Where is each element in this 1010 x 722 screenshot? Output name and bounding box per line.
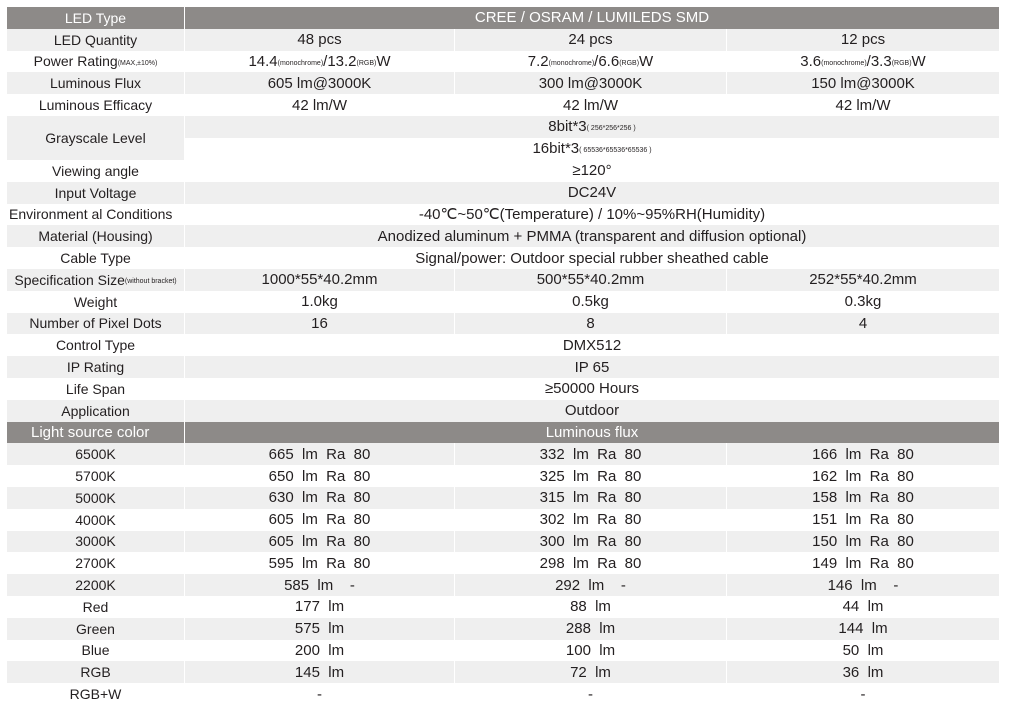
label-application: Application (7, 400, 185, 422)
row-pixel-dots (7, 313, 999, 335)
row-application (7, 400, 999, 422)
power-unit: W (376, 52, 391, 70)
table-row (7, 596, 999, 618)
light-source-color: 2700K (7, 552, 185, 574)
luminous-flux-value: 315 lm Ra 80 (455, 487, 727, 509)
value-efficacy-1: 42 lm/W (185, 94, 455, 116)
grayscale-8bit-sub: ( 256*256*256 ) (586, 125, 636, 133)
label-environment: Environment al Conditions (7, 204, 185, 226)
power-rgb-sub: (RGB) (619, 59, 640, 67)
table-row (7, 618, 999, 640)
grayscale-16bit-sub: ( 65536*65536*65536 ) (579, 147, 652, 155)
power-rgb: /13.2 (323, 52, 357, 70)
spec-size-label-sub: (without bracket) (124, 278, 177, 286)
value-flux-3: 150 lm@3000K (727, 72, 999, 94)
label-luminous-efficacy: Luminous Efficacy (7, 94, 185, 116)
luminous-flux-value: 158 lm Ra 80 (727, 487, 999, 509)
value-size-1: 1000*55*40.2mm (185, 269, 455, 291)
table-row (7, 531, 999, 553)
value-pixels-3: 4 (727, 313, 999, 335)
luminous-flux-value: 72 lm (455, 661, 727, 683)
value-application: Outdoor (185, 400, 999, 422)
value-weight-2: 0.5kg (455, 291, 727, 313)
label-grayscale: Grayscale Level (7, 116, 185, 160)
grayscale-line-2 (185, 138, 999, 160)
light-source-color: 5700K (7, 465, 185, 487)
table-row (7, 465, 999, 487)
light-source-color: Green (7, 618, 185, 640)
light-source-color: 5000K (7, 487, 185, 509)
light-source-color: 6500K (7, 443, 185, 465)
power-label-sub: (MAX,±10%) (117, 59, 158, 67)
row-luminous-efficacy (7, 94, 999, 116)
row-material (7, 225, 999, 247)
label-cable-type: Cable Type (7, 247, 185, 269)
luminous-flux-value: 149 lm Ra 80 (727, 552, 999, 574)
light-source-color: 2200K (7, 574, 185, 596)
luminous-flux-value: 145 lm (185, 661, 455, 683)
value-material: Anodized aluminum + PMMA (transparent and diffusion optional) (185, 225, 999, 247)
flux-table-body (7, 443, 999, 705)
luminous-flux-value: 288 lm (455, 618, 727, 640)
luminous-flux-value: 166 lm Ra 80 (727, 443, 999, 465)
power-rgb: /3.3 (866, 52, 892, 70)
row-led-type (7, 7, 999, 29)
row-grayscale (7, 116, 999, 160)
label-led-type: LED Type (7, 7, 185, 29)
row-weight (7, 291, 999, 313)
luminous-flux-value: 151 lm Ra 80 (727, 509, 999, 531)
light-source-color: 3000K (7, 531, 185, 553)
label-weight: Weight (7, 291, 185, 313)
power-label-text: Power Rating (33, 53, 118, 70)
luminous-flux-value: 144 lm (727, 618, 999, 640)
light-source-color: 4000K (7, 509, 185, 531)
value-pixels-2: 8 (455, 313, 727, 335)
row-input-voltage (7, 182, 999, 204)
row-led-quantity (7, 29, 999, 51)
light-source-color: Blue (7, 640, 185, 662)
power-rgb-sub: (RGB) (891, 59, 912, 67)
luminous-flux-value: - (185, 683, 455, 705)
value-quantity-2: 24 pcs (455, 29, 727, 51)
value-weight-1: 1.0kg (185, 291, 455, 313)
power-mono-sub: (monochrome) (548, 59, 595, 67)
label-power-rating (7, 51, 185, 73)
luminous-flux-value: - (727, 683, 999, 705)
row-environment (7, 204, 999, 226)
row-power-rating (7, 51, 999, 73)
value-ip-rating: IP 65 (185, 356, 999, 378)
grayscale-16bit: 16bit*3 (532, 140, 580, 158)
label-luminous-flux: Luminous Flux (7, 72, 185, 94)
value-flux-1: 605 lm@3000K (185, 72, 455, 94)
value-pixels-1: 16 (185, 313, 455, 335)
table-row (7, 443, 999, 465)
label-ip-rating: IP Rating (7, 356, 185, 378)
table-row (7, 487, 999, 509)
power-rgb: /6.6 (594, 52, 620, 70)
table-row (7, 509, 999, 531)
luminous-flux-value: 630 lm Ra 80 (185, 487, 455, 509)
power-mono: 3.6 (800, 52, 822, 70)
luminous-flux-value: 200 lm (185, 640, 455, 662)
luminous-flux-value: 177 lm (185, 596, 455, 618)
grayscale-line-1 (185, 116, 999, 138)
luminous-flux-value: 150 lm Ra 80 (727, 531, 999, 553)
luminous-flux-value: 162 lm Ra 80 (727, 465, 999, 487)
luminous-flux-value: 605 lm Ra 80 (185, 509, 455, 531)
luminous-flux-value: 665 lm Ra 80 (185, 443, 455, 465)
value-power-3 (727, 51, 999, 73)
luminous-flux-value: 302 lm Ra 80 (455, 509, 727, 531)
luminous-flux-value: 36 lm (727, 661, 999, 683)
luminous-flux-value: 325 lm Ra 80 (455, 465, 727, 487)
row-cable-type (7, 247, 999, 269)
light-source-color: Red (7, 596, 185, 618)
luminous-flux-value: 605 lm Ra 80 (185, 531, 455, 553)
label-life-span: Life Span (7, 378, 185, 400)
row-flux-header (7, 422, 999, 444)
power-rgb-sub: (RGB) (356, 59, 377, 67)
row-life-span (7, 378, 999, 400)
table-row (7, 683, 999, 705)
value-power-2 (455, 51, 727, 73)
value-power-1 (185, 51, 455, 73)
luminous-flux-value: - (455, 683, 727, 705)
luminous-flux-value: 332 lm Ra 80 (455, 443, 727, 465)
value-cable-type: Signal/power: Outdoor special rubber sheathed cable (185, 247, 999, 269)
luminous-flux-value: 100 lm (455, 640, 727, 662)
power-mono: 7.2 (527, 52, 549, 70)
value-grayscale (185, 116, 999, 160)
label-luminous-flux-header: Luminous flux (185, 422, 999, 444)
grayscale-8bit: 8bit*3 (548, 118, 587, 136)
label-led-quantity: LED Quantity (7, 29, 185, 51)
luminous-flux-value: 300 lm Ra 80 (455, 531, 727, 553)
value-weight-3: 0.3kg (727, 291, 999, 313)
label-light-source-color: Light source color (7, 422, 185, 444)
table-row (7, 574, 999, 596)
luminous-flux-value: 298 lm Ra 80 (455, 552, 727, 574)
power-mono: 14.4 (248, 52, 278, 70)
power-mono-sub: (monochrome) (821, 59, 867, 67)
row-spec-size (7, 269, 999, 291)
luminous-flux-value: 575 lm (185, 618, 455, 640)
luminous-flux-value: 50 lm (727, 640, 999, 662)
value-viewing-angle: ≥120° (185, 160, 999, 182)
table-row (7, 661, 999, 683)
luminous-flux-value: 585 lm - (185, 574, 455, 596)
luminous-flux-value: 146 lm - (727, 574, 999, 596)
label-viewing-angle: Viewing angle (7, 160, 185, 182)
value-efficacy-3: 42 lm/W (727, 94, 999, 116)
value-size-3: 252*55*40.2mm (727, 269, 999, 291)
value-control-type: DMX512 (185, 334, 999, 356)
light-source-color: RGB (7, 661, 185, 683)
value-led-type: CREE / OSRAM / LUMILEDS SMD (185, 7, 999, 29)
luminous-flux-value: 650 lm Ra 80 (185, 465, 455, 487)
value-size-2: 500*55*40.2mm (455, 269, 727, 291)
power-unit: W (639, 52, 654, 70)
row-ip-rating (7, 356, 999, 378)
label-material: Material (Housing) (7, 225, 185, 247)
spec-size-label-text: Specification Size (14, 271, 125, 288)
label-spec-size (7, 269, 185, 291)
value-environment: -40℃~50℃(Temperature) / 10%~95%RH(Humidity) (185, 204, 999, 226)
luminous-flux-value: 292 lm - (455, 574, 727, 596)
value-flux-2: 300 lm@3000K (455, 72, 727, 94)
table-row (7, 640, 999, 662)
luminous-flux-value: 595 lm Ra 80 (185, 552, 455, 574)
value-efficacy-2: 42 lm/W (455, 94, 727, 116)
luminous-flux-value: 88 lm (455, 596, 727, 618)
row-control-type (7, 334, 999, 356)
label-control-type: Control Type (7, 334, 185, 356)
power-mono-sub: (monochrome) (277, 59, 324, 67)
row-viewing-angle (7, 160, 999, 182)
value-quantity-1: 48 pcs (185, 29, 455, 51)
value-life-span: ≥50000 Hours (185, 378, 999, 400)
row-luminous-flux (7, 72, 999, 94)
value-input-voltage: DC24V (185, 182, 999, 204)
table-row (7, 552, 999, 574)
label-pixel-dots: Number of Pixel Dots (7, 313, 185, 335)
spec-sheet (7, 7, 999, 705)
power-unit: W (911, 52, 926, 70)
value-quantity-3: 12 pcs (727, 29, 999, 51)
label-input-voltage: Input Voltage (7, 182, 185, 204)
light-source-color: RGB+W (7, 683, 185, 705)
luminous-flux-value: 44 lm (727, 596, 999, 618)
